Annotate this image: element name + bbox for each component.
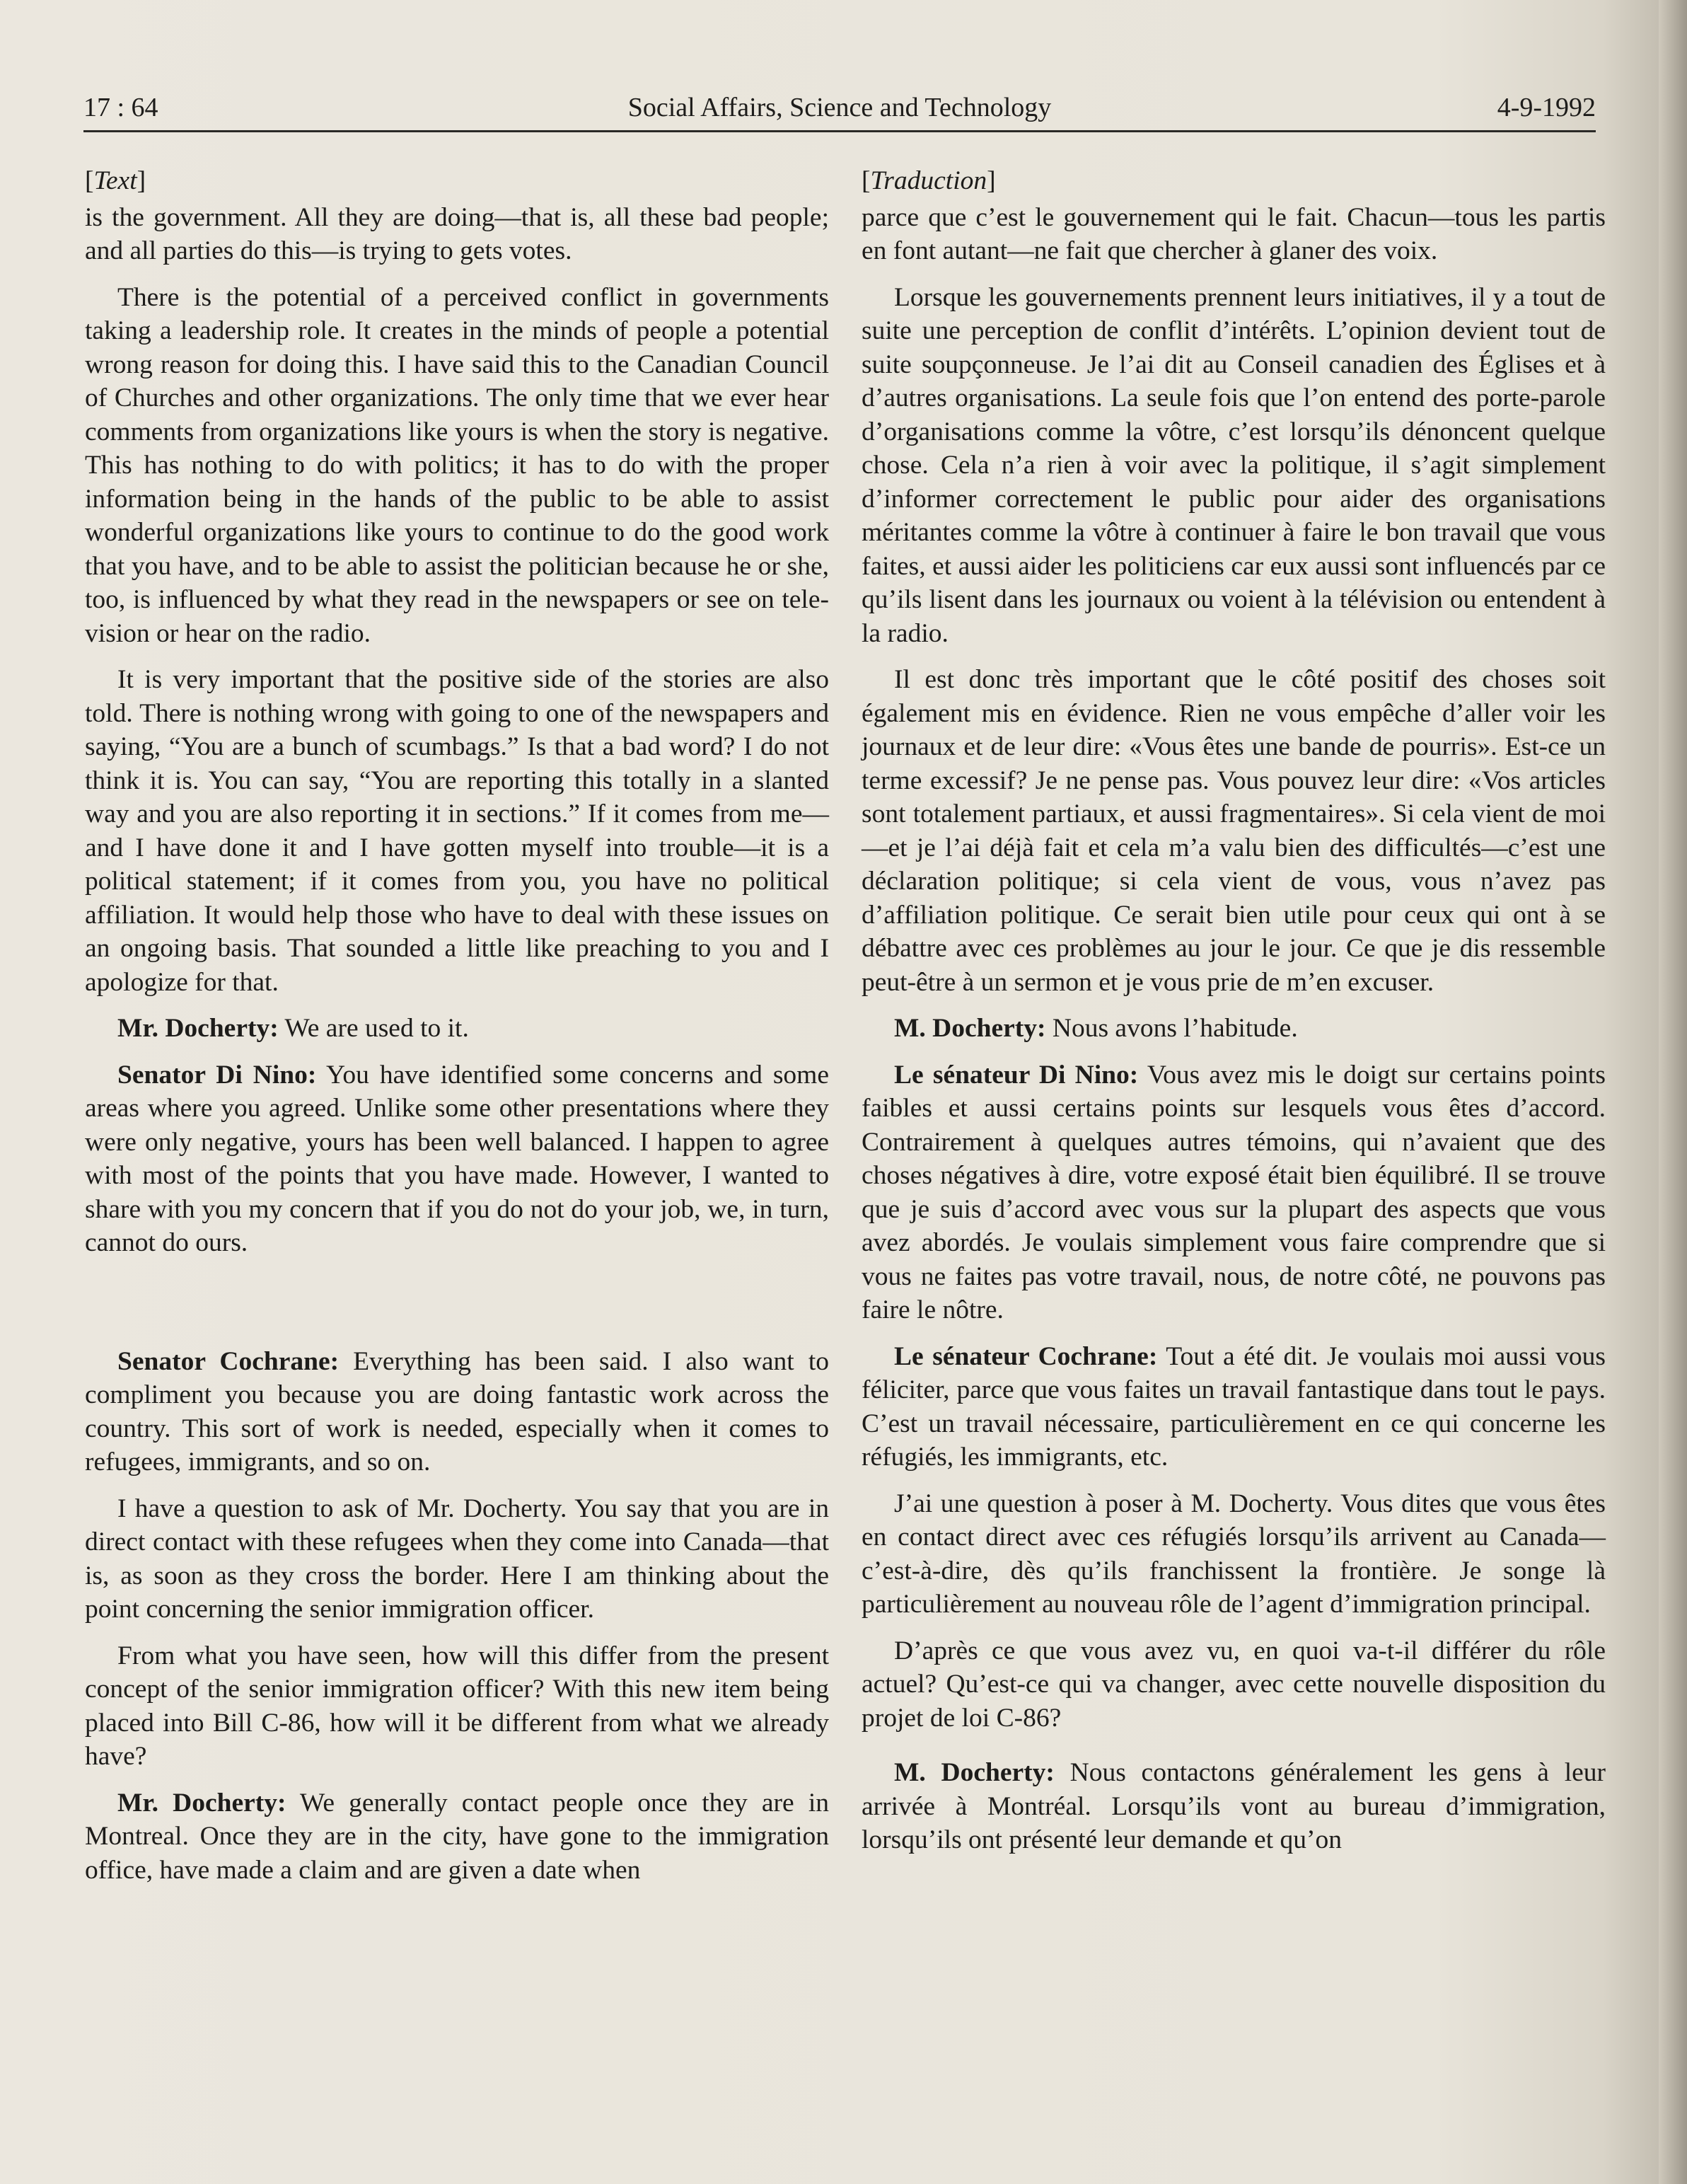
running-header — [83, 91, 1596, 132]
paragraph: J’ai une question à poser à M. Docherty. Vous dites que vous êtes en contact direct avec ces réfugiés lorsqu’ils arrivent au Canada—c’est-à-dire, dès qu’ils franchissent la frontière. Je songe là particulièrement au nouveau rôle de l’agent d’immigration principal. — [862, 1489, 1606, 1619]
column-tag: [Traduction] — [862, 166, 996, 195]
paragraph: It is very important that the positive side of the stories are also told. There is nothing wrong with going to one of the newspapers and saying, “You are a bunch of scumbags.” Is that a bad word? I do not think it is. You can say, “You are reporting this totally in a slanted way and you are also reporting it in sections.” If it comes from me—and I have done it and I have gotten myself into trouble—it is a political statement; if it comes from you, you have no political affiliation. It would help those who have to deal with these issues on an ongoing basis. That sounded a little like preaching to you and I apologize for that. — [85, 665, 829, 997]
paragraph: M. Docherty: Nous contactons généralement les gens à leur arrivée à Montréal. Lorsqu’ils vont au bureau d’immigration, lorsqu’ils ont présenté leur demande et qu’on — [862, 1758, 1606, 1854]
page-number: 17 : 64 — [83, 93, 158, 122]
paragraph: Il est donc très important que le côté positif des choses soit également mis en évidence. Rien ne vous empêche d’aller voir les journaux et de leur dire: «Vous êtes une bande de pourris». Est-ce un terme excessif? Je ne pense pas. Vous pouvez leur dire: «Vos articles sont totalement partiaux, et aussi fragmentaires». Si cela vient de moi—et je l’ai déjà fait et cela m’a valu bien des difficultés—c’est une déclaration politique; si cela vient de vous, vous n’avez pas d’affiliation politique. Ce serait bien utile pour ceux qui ont à se débattre avec ces problèmes au jour le jour. Ce que je dis ressemble peut-être à un sermon et je vous prie de m’en excuser. — [862, 665, 1606, 997]
speaker-name: M. Docherty: — [894, 1014, 1046, 1043]
speaker-name: Mr. Docherty: — [117, 1788, 286, 1818]
paragraph: From what you have seen, how will this differ from the present concept of the senior immigration officer? With this new item being placed into Bill C-86, how will it be different from what we already have? — [85, 1641, 829, 1771]
page-edge-shadow — [1659, 0, 1687, 2184]
english-column — [85, 164, 829, 1900]
paragraph: Le sénateur Di Nino: Vous avez mis le doigt sur certains points faibles et aussi certains points sur lesquels vous êtes d’accord. Contrairement à quelques autres témoins, qui n’avaient que des choses négatives à dire, votre exposé était bien équilibré. Il se trouve que je suis d’accord avec vous sur la plupart des aspects que vous avez abordés. Je voulais simplement vous faire comprendre que si vous ne faites pas votre travail, nous, de notre côté, ne pouvons pas faire le nôtre. — [862, 1060, 1606, 1324]
paragraph: Senator Cochrane: Everything has been said. I also want to compliment you because you are doing fantastic work across the country. This sort of work is needed, especially when it comes to refugees, immigrants, and so on. — [85, 1346, 829, 1477]
speaker-name: Le sénateur Di Nino: — [894, 1060, 1139, 1090]
paragraph: I have a question to ask of Mr. Docherty. You say that you are in direct contact with these refugees when they come into Canada—that is, as soon as they cross the border. Here I am thinking about the point concerning the senior immigration officer. — [85, 1493, 829, 1624]
french-column — [862, 164, 1606, 1870]
column-tag: [Text] — [85, 166, 146, 195]
paragraph: parce que c’est le gouvernement qui le fait. Chacun—tous les partis en font autant—ne fait que chercher à glaner des voix. — [862, 202, 1606, 265]
header-title: Social Affairs, Science and Technology — [627, 93, 1052, 122]
paragraph: There is the potential of a perceived conflict in governments taking a leadership role. It creates in the minds of people a potential wrong reason for doing this. I have said this to the Canadian Council of Churches and other organizations. The only time that we ever hear comments from organizations like yours is when the story is negative. This has nothing to do with politics; it has to do with the proper information being in the hands of the public to be able to assist wonderful organizations like yours to continue to do the good work that you have, and to be able to assist the politician because he or she, too, is influenced by what they read in the newspapers or see on television or hear on the radio. — [85, 282, 829, 648]
header-date: 4-9-1992 — [1497, 93, 1596, 122]
speaker-name: Senator Cochrane: — [117, 1346, 340, 1376]
paragraph: Senator Di Nino: You have identified some concerns and some areas where you agreed. Unlike some other presentations where they were only negative, yours has been well balanced. I happen to agree with most of the points that you have made. However, I wanted to share with you my concern that if you do not do your job, we, in turn, cannot do ours. — [85, 1060, 829, 1257]
speaker-name: M. Docherty: — [894, 1758, 1055, 1787]
speaker-name: Le sénateur Cochrane: — [894, 1341, 1158, 1371]
paragraph: is the government. All they are doing—that is, all these bad people; and all parties do this—is trying to gets votes. — [85, 202, 829, 265]
speaker-name: Senator Di Nino: — [117, 1060, 317, 1090]
paragraph: Le sénateur Cochrane: Tout a été dit. Je voulais moi aussi vous féliciter, parce que vous faites un travail fantastique dans tout le pays. C’est un travail nécessaire, particulièrement en ce qui concerne les réfugiés, les immigrants, etc. — [862, 1341, 1606, 1472]
paragraph: Lorsque les gouvernements prennent leurs initiatives, il y a tout de suite une perception de conflit d’intérêts. L’opinion devient tout de suite soupçonneuse. Je l’ai dit au Conseil canadien des Églises et à d’autres organisations. La seule fois que l’on entend des porte-parole d’organisations comme la vôtre, c’est lorsqu’ils dénoncent quelque chose. Cela n’a rien à voir avec la politique, il s’agit simplement d’informer correctement le public pour aider des organisations méritantes comme la vôtre à continuer à faire le bon travail que vous faites, et aussi aider les politiciens car eux aussi sont influencés par ce qu’ils lisent dans les journaux ou voient à la télévision ou entendent à la radio. — [862, 282, 1606, 648]
paragraph: Mr. Docherty: We are used to it. — [117, 1014, 469, 1043]
paragraph: Mr. Docherty: We generally contact people once they are in Montreal. Once they are in the city, have gone to the immigration office, have made a claim and are given a date when — [85, 1788, 829, 1885]
speaker-name: Mr. Docherty: — [117, 1014, 279, 1043]
paragraph: D’après ce que vous avez vu, en quoi va-t-il différer du rôle actuel? Qu’est-ce qui va changer, avec cette nouvelle disposition du projet de loi C-86? — [862, 1636, 1606, 1733]
paragraph: M. Docherty: Nous avons l’habitude. — [894, 1014, 1298, 1043]
